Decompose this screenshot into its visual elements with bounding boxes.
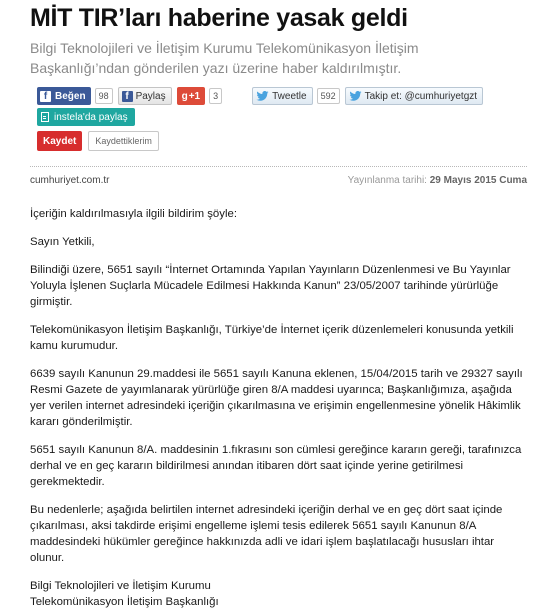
facebook-icon: f [122, 91, 133, 102]
signature-line: Bilgi Teknolojileri ve İletişim Kurumu [30, 580, 211, 592]
gplus-button[interactable] [177, 87, 206, 105]
body-paragraph: İçeriğin kaldırılmasıyla ilgili bildirim şöyle: [30, 208, 237, 220]
facebook-like-count: 98 [95, 88, 113, 104]
save-row [37, 131, 159, 151]
twitter-follow-label: Takip et: @cumhuriyetgzt [364, 90, 478, 102]
publish-date-prefix: Yayınlanma tarihi: [347, 175, 427, 186]
twitter-bird-icon [349, 91, 362, 101]
instela-share-row [37, 108, 135, 126]
body-paragraph: 5651 sayılı Kanunun 8/A. maddesinin 1.fıkrasını son cümlesi gereğince kararın gereği, tarafınızca derhal ve en geç kararın bildirilmesi anından itibaren dört saat içinde yerine getirilmesi gerekmektedir. [30, 444, 522, 488]
instela-share-button[interactable] [37, 108, 135, 126]
body-paragraph: Bilindiği üzere, 5651 sayılı “İnternet Ortamında Yapılan Yayınların Düzenlenmesi ve Bu Yayınlar Yoluyla İşlenen Suçlarla Mücadele Edilmesi Hakkında Kanun” 23/05/2007 tarihinde yürürlüğe girmiştir. [30, 264, 511, 308]
meta-divider [30, 166, 527, 167]
gplus-label: +1 [188, 90, 201, 102]
signature-line: Telekomünikasyon İletişim Başkanlığı [30, 596, 219, 608]
instela-share-label: instela'da paylaş [54, 111, 128, 123]
facebook-like-button[interactable] [37, 87, 91, 105]
article-summary: Bilgi Teknolojileri ve İletişim Kurumu Telekomünikasyon İletişim Başkanlığı’ndan gönderilen yazı üzerine haber kaldırılmıştır. [30, 40, 419, 76]
body-paragraph: Telekomünikasyon İletişim Başkanlığı, Türkiye’de İnternet içerik düzenlemeleri konusunda yetkili kamu kurumudur. [30, 324, 514, 352]
article-headline: MİT TIR’ları haberine yasak geldi [30, 4, 408, 32]
facebook-share-button[interactable] [118, 87, 172, 105]
saved-items-button[interactable]: Kaydettiklerim [88, 131, 159, 151]
gplus-count: 3 [209, 88, 222, 104]
save-button[interactable]: Kaydet [37, 131, 82, 151]
document-icon [41, 112, 49, 122]
facebook-like-label: Beğen [55, 90, 86, 102]
gplus-icon: g [181, 90, 188, 102]
twitter-bird-icon [256, 91, 269, 101]
facebook-share-label: Paylaş [135, 90, 166, 102]
tweet-label: Tweetle [272, 90, 307, 102]
social-share-bar [37, 87, 483, 105]
twitter-follow-button[interactable] [345, 87, 483, 105]
source-label: cumhuriyet.com.tr [30, 175, 110, 186]
body-paragraph: 6639 sayılı Kanunun 29.maddesi ile 5651 sayılı Kanuna eklenen, 15/04/2015 tarih ve 29327 sayılı Resmi Gazete de yayımlanarak yürürlüğe giren 8/A maddesi uyarınca; Başkanlığımıza, aşağıda yer verilen internet adresindeki içeriğin çıkarılmasına ve erişimin engellenmesine yönelik Hâkimlik kararı gönderilmiştir. [30, 368, 523, 428]
body-paragraph: Bu nedenlerle; aşağıda belirtilen internet adresindeki içeriğin derhal ve en geç dört saat içinde çıkarılması, aksi takdirde erişimi engelleme işlemi tesis edilerek 5651 sayılı Kanunun 8/A maddesindeki hükümler gereğince hakkınızda adli ve idari işlem başlatılacağı hususları ihtar olunur. [30, 504, 503, 564]
article-body [30, 206, 530, 610]
body-paragraph: Sayın Yetkili, [30, 236, 95, 248]
facebook-icon: f [40, 91, 51, 102]
tweet-count: 592 [317, 88, 340, 104]
publish-date [348, 175, 527, 186]
tweet-button[interactable] [252, 87, 312, 105]
publish-date-value: 29 Mayıs 2015 Cuma [429, 175, 527, 186]
